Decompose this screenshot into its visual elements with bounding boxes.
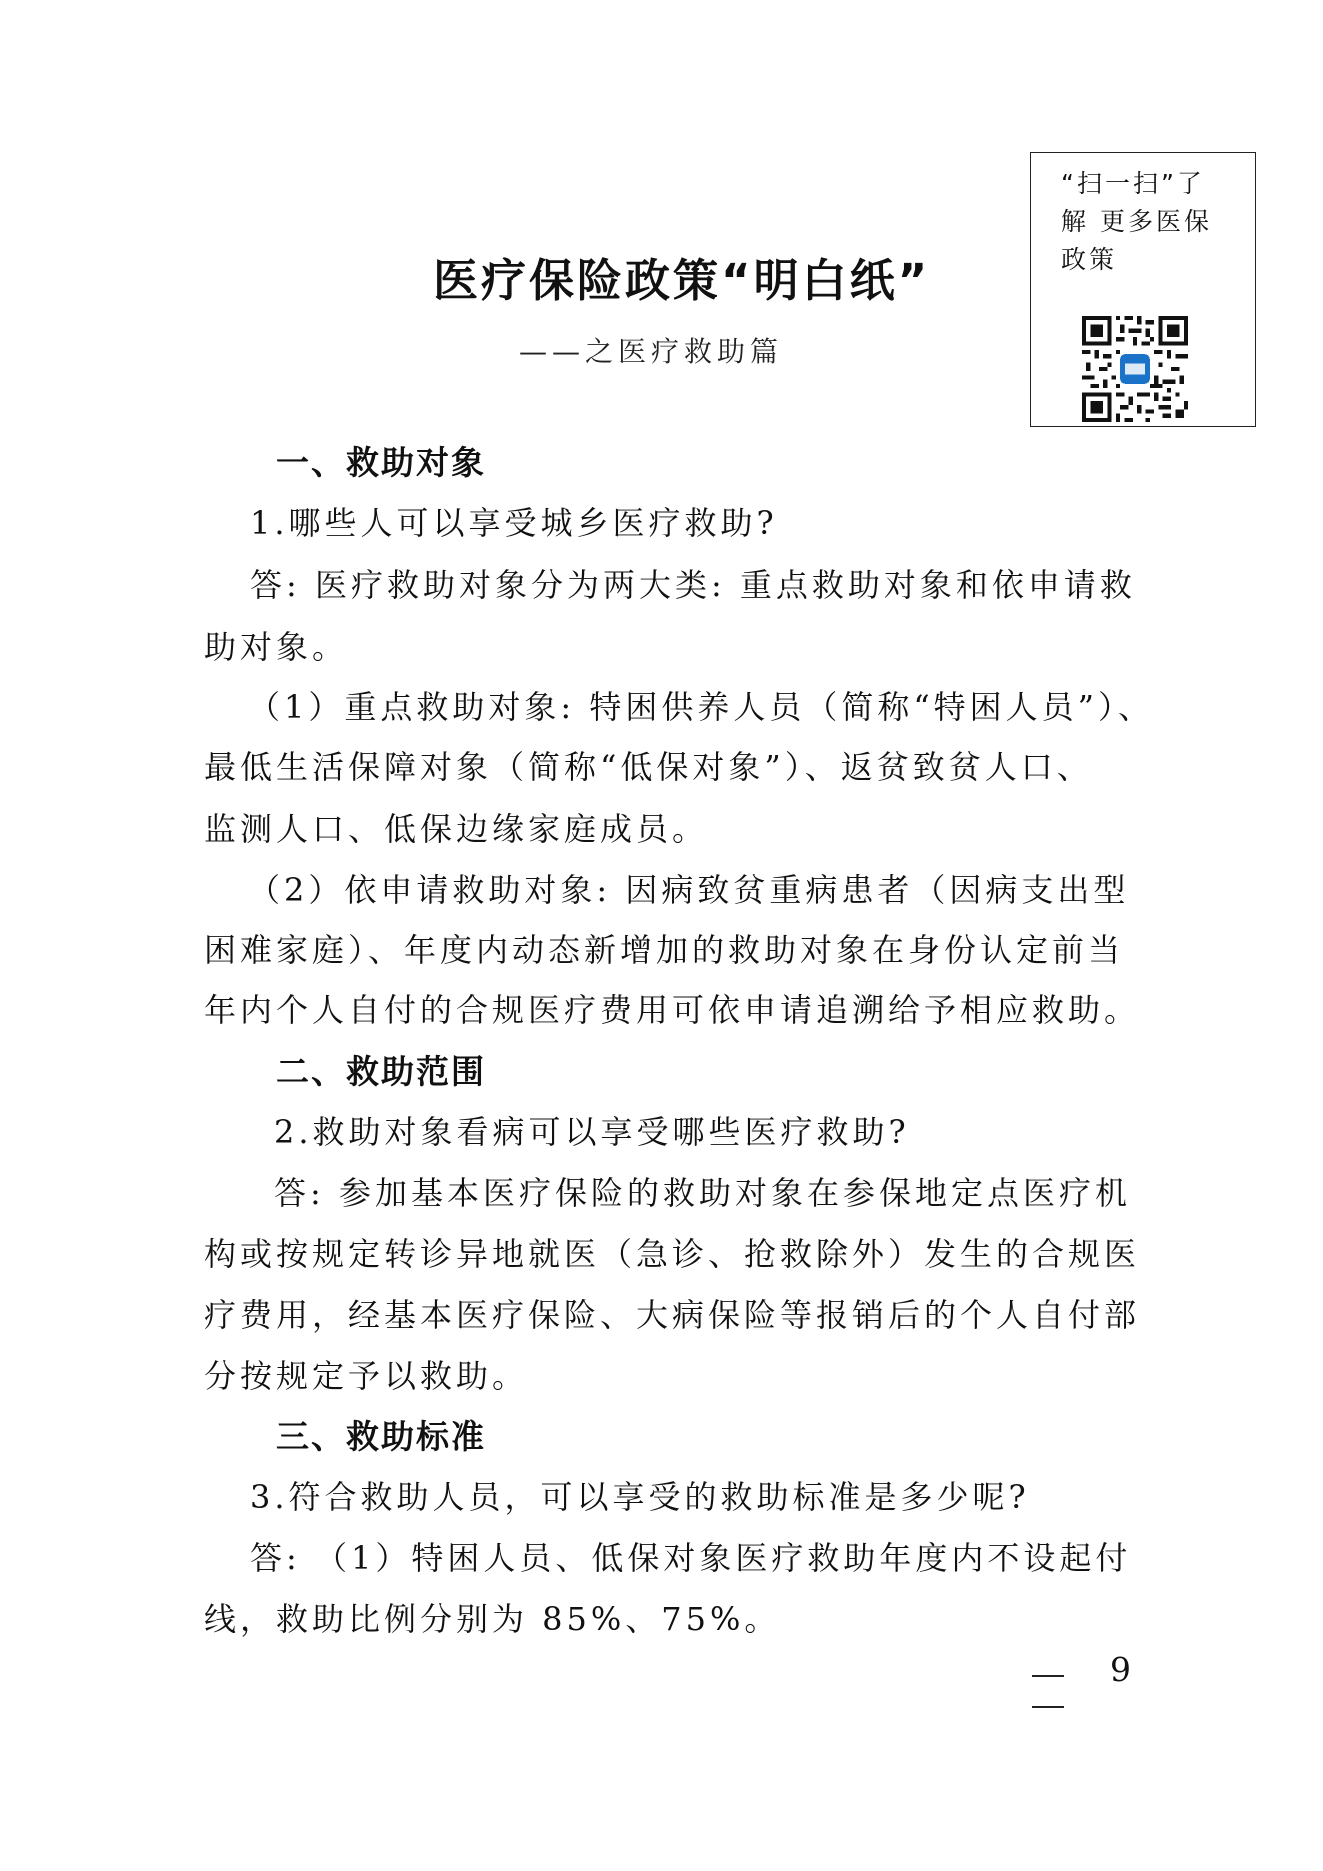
answer-text: 最低生活保障对象（简称“低保对象”）、返贫致贫人口、 bbox=[204, 748, 1093, 786]
page-title: 医疗保险政策“明白纸” bbox=[433, 254, 931, 307]
answer-text: （1）重点救助对象: 特困供养人员（简称“特困人员”）、 bbox=[248, 688, 1155, 726]
answer-text: 线，救助比例分别为 85%、75%。 bbox=[204, 1600, 781, 1638]
answer-text: 答: 参加基本医疗保险的救助对象在参保地定点医疗机 bbox=[274, 1174, 1131, 1212]
footer-dash bbox=[1032, 1675, 1064, 1677]
footer-dash bbox=[1032, 1706, 1064, 1708]
answer-text: 监测人口、低保边缘家庭成员。 bbox=[204, 810, 709, 848]
section-heading: 一、救助对象 bbox=[276, 443, 486, 482]
answer-text: 困难家庭）、年度内动态新增加的救助对象在身份认定前当 bbox=[204, 931, 1125, 969]
answer-text: 年内个人自付的合规医疗费用可依申请追溯给予相应救助。 bbox=[204, 991, 1141, 1029]
answer-text: （2）依申请救助对象: 因病致贫重病患者（因病支出型 bbox=[248, 871, 1130, 909]
question-text: 2.救助对象看病可以享受哪些医疗救助? bbox=[274, 1113, 910, 1151]
answer-text: 疗费用，经基本医疗保险、大病保险等报销后的个人自付部 bbox=[204, 1296, 1141, 1334]
page-subtitle: ——之医疗救助篇 bbox=[519, 335, 784, 368]
question-text: 3.符合救助人员，可以享受的救助标准是多少呢? bbox=[250, 1478, 1030, 1516]
qr-caption-line: “扫一扫”了 bbox=[1061, 169, 1205, 198]
answer-text: 构或按规定转诊异地就医（急诊、抢救除外）发生的合规医 bbox=[204, 1235, 1141, 1273]
section-heading: 三、救助标准 bbox=[276, 1417, 486, 1456]
qr-caption-line: 政策 bbox=[1061, 245, 1118, 274]
answer-text: 答: （1）特困人员、低保对象医疗救助年度内不设起付 bbox=[250, 1539, 1132, 1577]
page-number: 9 bbox=[1110, 1650, 1131, 1689]
section-heading: 二、救助范围 bbox=[276, 1052, 486, 1091]
answer-text: 分按规定予以救助。 bbox=[204, 1357, 529, 1395]
answer-text: 答: 医疗救助对象分为两大类: 重点救助对象和依申请救 bbox=[250, 566, 1136, 604]
answer-text: 助对象。 bbox=[204, 628, 349, 666]
qr-code-panel bbox=[1030, 152, 1256, 427]
qr-caption-line: 解 更多医保 bbox=[1061, 207, 1212, 236]
qr-code-image[interactable] bbox=[1082, 316, 1188, 422]
qr-caption bbox=[1061, 165, 1241, 279]
question-text: 1.哪些人可以享受城乡医疗救助? bbox=[250, 504, 778, 542]
